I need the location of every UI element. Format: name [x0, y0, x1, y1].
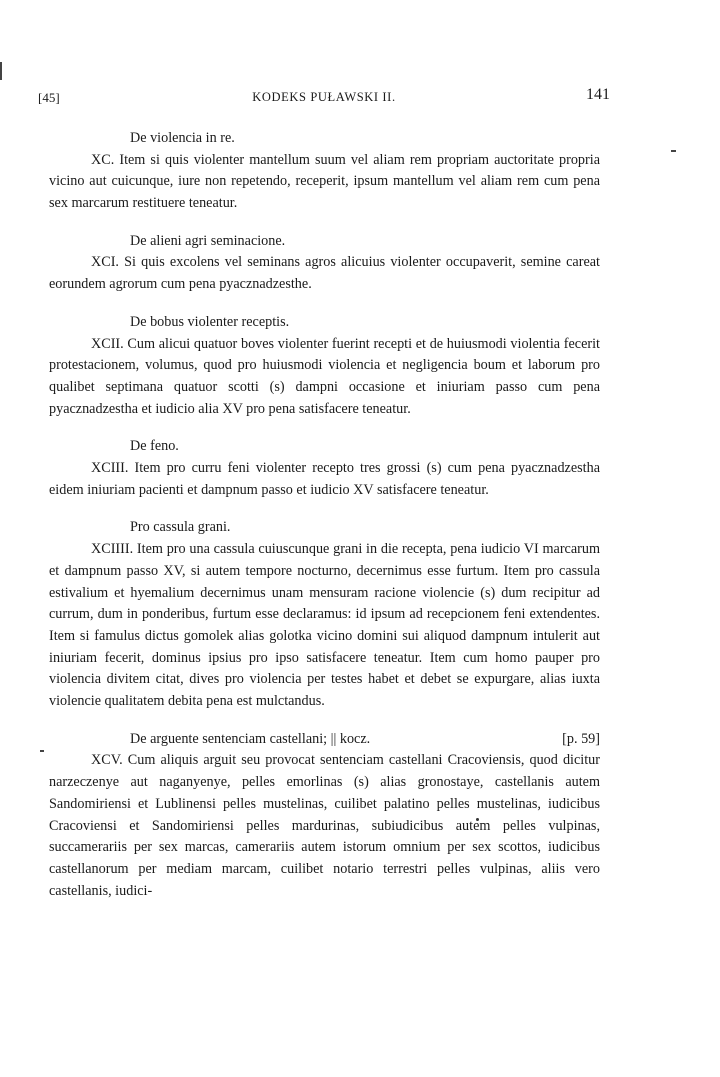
article-text: XCV. Cum aliquis arguit seu provocat sentenciam castellani Cracoviensis, quod dicitur narzeczenye aut naganyenye, pelles emorlinas (s) alias gronostaye, castellanis autem Sandomiriensi et Lublinensi pelles mustelinas, cuilibet palatino pelles mustelinas, iudicibus Cracoviensi et Sandomiriensi pelles mardurinas, subiudicibus autem pelles vulpinas, succamerariis per sex marcas, camerariis autem istorum omnium per sex scottos, iudicibus castellanorum per mediam marcam, cuilibet notario terrestri pelles vulpinas, aliis vero castellanis, iudici-	[49, 752, 600, 899]
article-title: Pro cassula grani.	[130, 519, 231, 536]
article-title: De arguente sentenciam castellani; || kocz.	[130, 730, 371, 747]
header-title: KODEKS PUŁAWSKI II.	[252, 90, 396, 104]
article-xciiii	[49, 517, 600, 712]
page-number: 141	[586, 86, 610, 103]
article-text: XC. Item si quis violenter mantellum suum vel aliam rem propriam auctoritate propria vicino aut cuicunque, iure non repetendo, receperit, ipsum mantellum vel aliam rem cum pena sex marcarum restituere teneatur.	[49, 151, 600, 212]
article-xcii	[49, 312, 600, 421]
margin-mark	[0, 62, 2, 80]
article-title: De alieni agri seminacione.	[130, 232, 286, 249]
article-xc	[49, 128, 600, 215]
article-xcv	[49, 729, 600, 903]
running-header	[38, 86, 610, 110]
article-xci	[49, 231, 600, 296]
article-text: XCIII. Item pro curru feni violenter recepto tres grossi (s) cum pena pyacznadzestha eidem iniuriam pacienti et dampnum passo et iudicio XV satisfacere teneatur.	[49, 460, 600, 498]
article-text: XCI. Si quis excolens vel seminans agros alicuius violenter occupaverit, semine careat eorundem agrorum cum pena pyacznadzesthe.	[49, 254, 600, 293]
article-title: De bobus violenter receptis.	[130, 313, 290, 330]
article-text: XCIIII. Item pro una cassula cuiuscunque grani in die recepta, pena iudicio VI marcarum et dampnum passo XV, si autem tempore nocturno, decernimus esse furtum. Item pro cassula estivalium et hyemalium decernimus unam mensuram racione violencie (s) dum recipitur ad currum, dum in ponderibus, furtum esse declaramus: id ipsum ad recepcionem feni extendentes. Item si famulus dictus gomolek alias golotka vicino domini sui aliquod dampnum intulerit aut iniuriam fecerit, dominus ipsius pro ipso satisfacere teneatur. Item cum homo pauper pro violencia divitem citat, dives pro violencia per testes habet et debet se expurgare, alias iuxta violencie qualitatem debita pena est mulctandus.	[49, 541, 600, 710]
margin-dash-left	[40, 750, 44, 752]
page-reference: [p. 59]	[562, 730, 600, 747]
article-text: XCII. Cum alicui quatuor boves violenter fuerint recepti et de huiusmodi violentia fecerit protestacionem, volumus, quod pro huiusmodi violencia et negligencia boum et laborum pro qualibet septimana quatuor scotti (s) dampni occasione et iniuriam passo cum pena pyacznadzestha et iudicio alia XV pro pena satisfacere teneatur.	[49, 335, 600, 417]
header-section-number: [45]	[38, 90, 60, 105]
article-title-row	[49, 729, 600, 751]
article-title: De violencia in re.	[130, 130, 235, 146]
body-text	[49, 128, 600, 918]
article-title: De feno.	[130, 438, 179, 455]
article-xciii	[49, 436, 600, 501]
margin-dash	[671, 150, 676, 152]
